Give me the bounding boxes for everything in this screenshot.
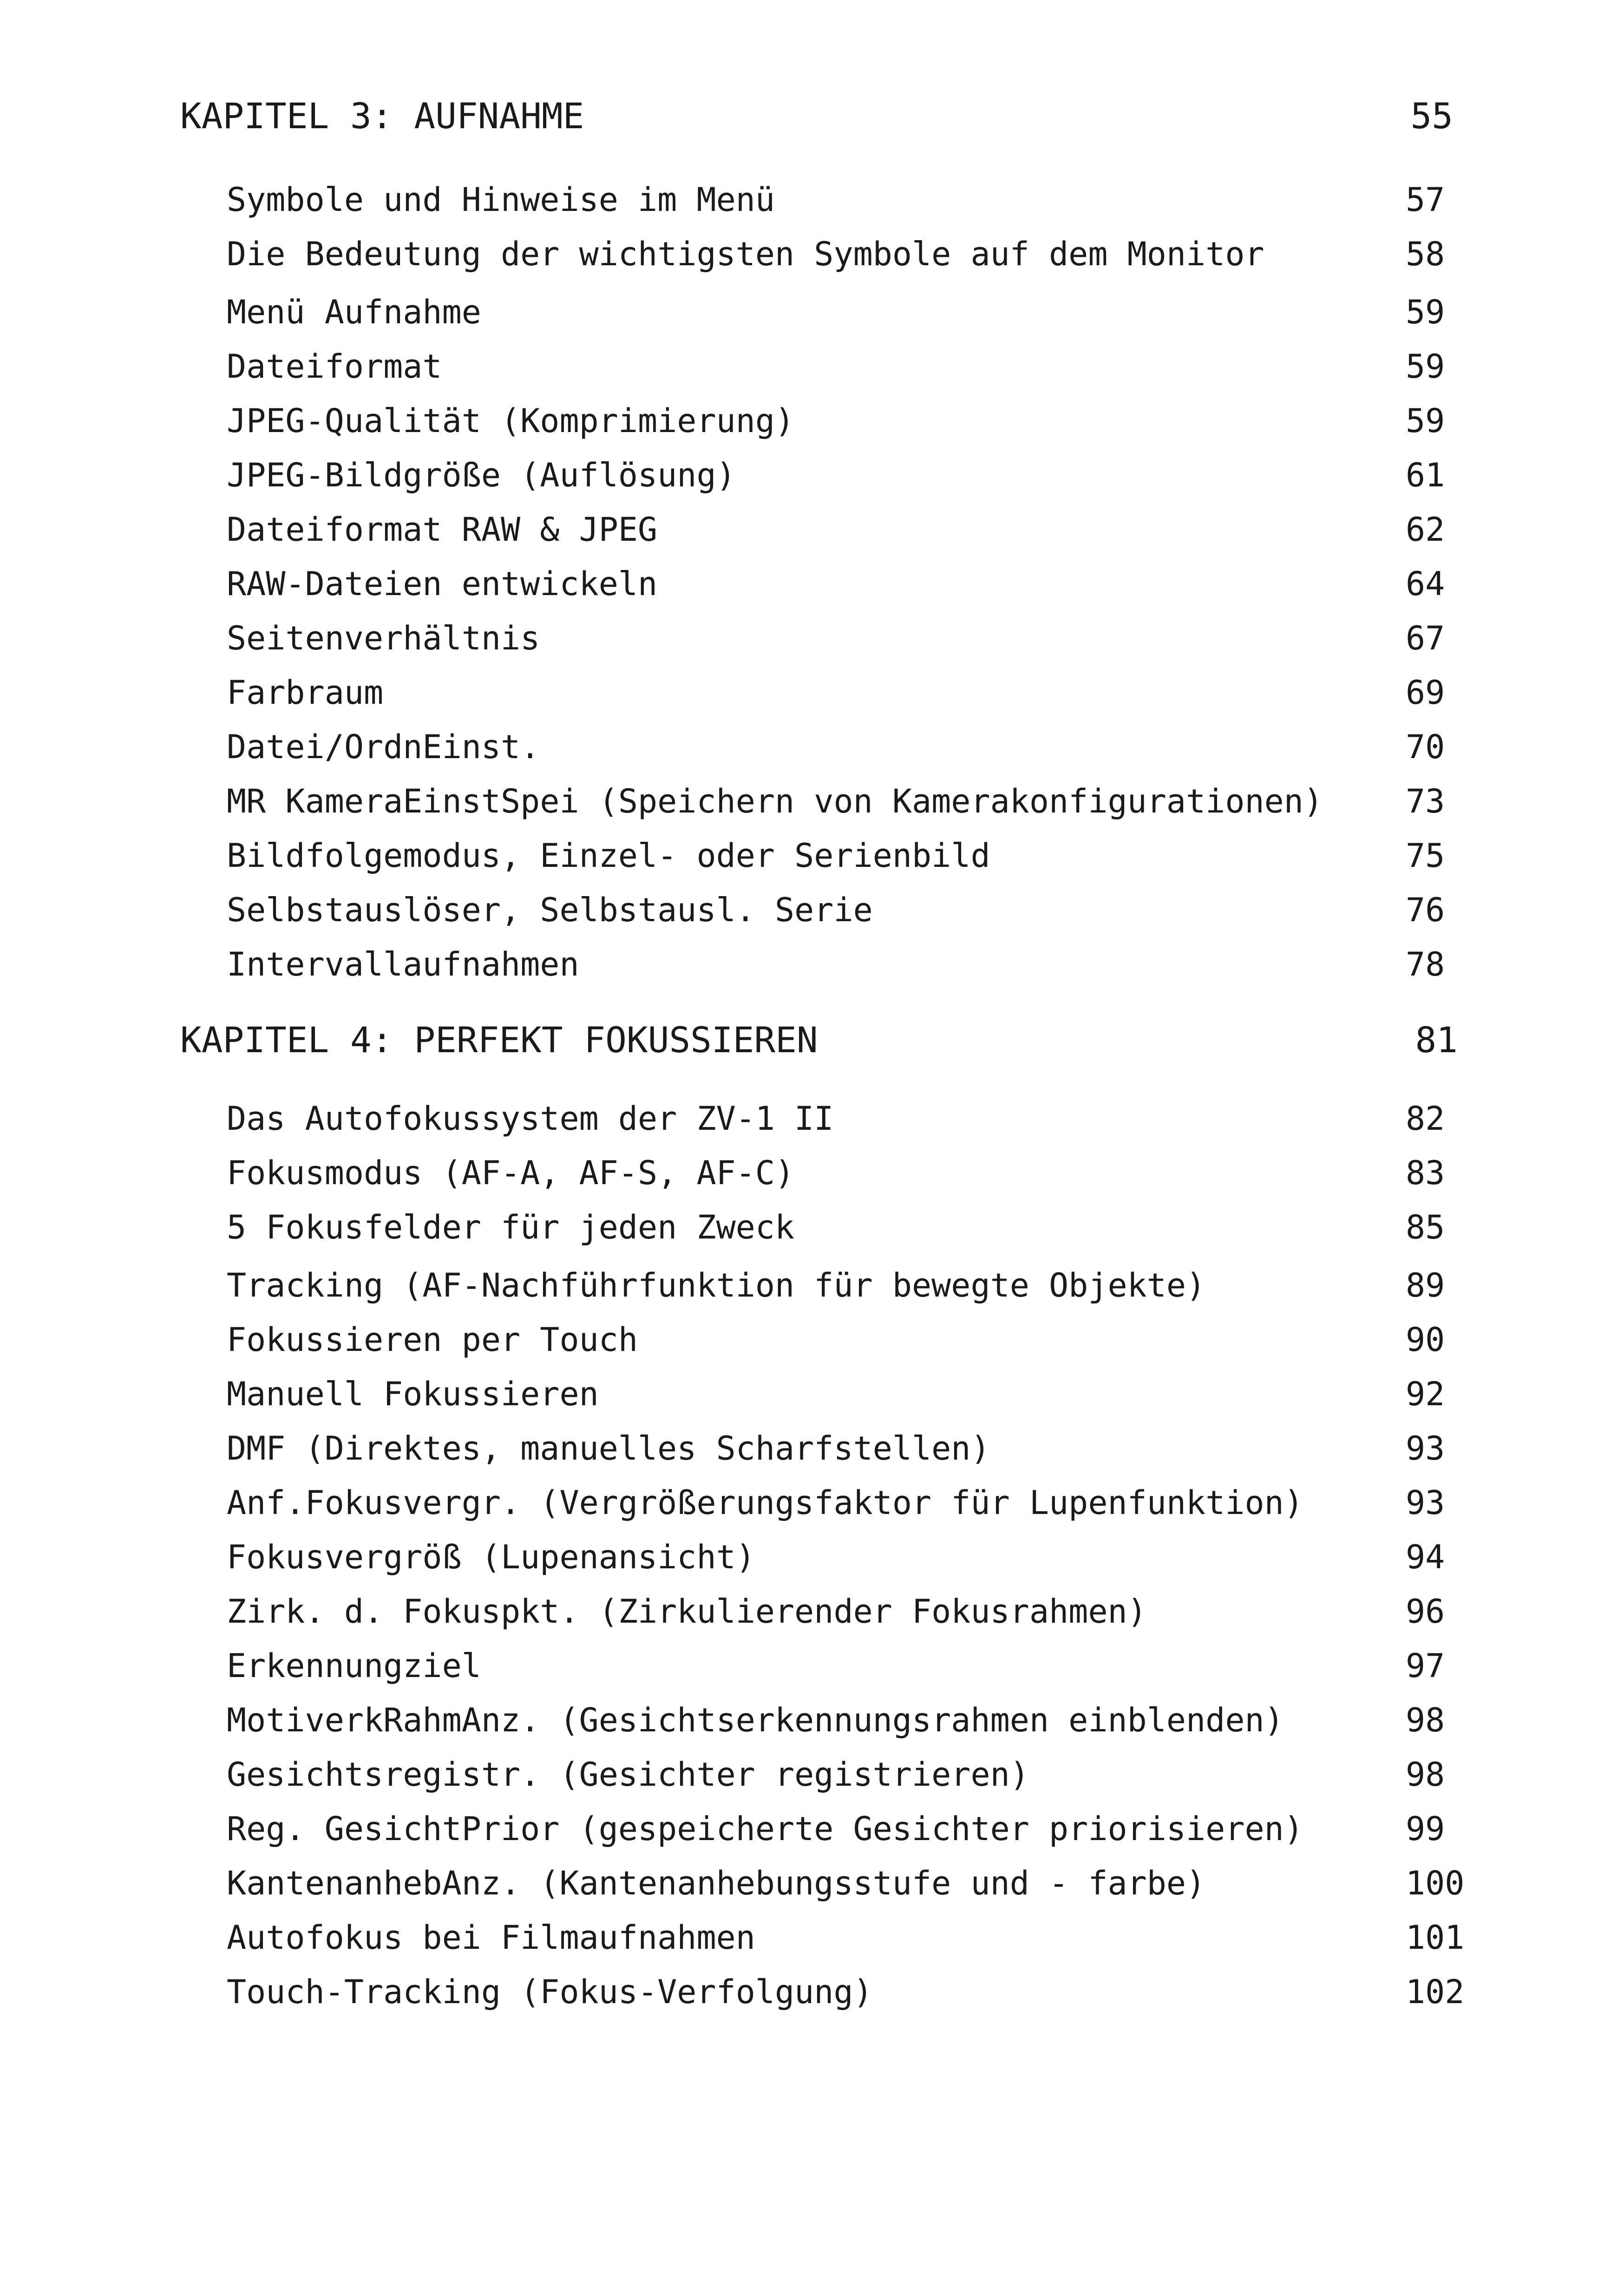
toc-entry (227, 1370, 1462, 1418)
toc-entry (227, 1424, 1462, 1473)
toc-entry-label: JPEG-Qualität (Komprimierung) (227, 402, 795, 440)
toc-entry-page-number: 102 (1406, 1973, 1465, 2011)
toc-entry (227, 723, 1462, 771)
toc-entry (227, 940, 1462, 989)
toc-entry (227, 451, 1462, 499)
toc-entry-label: Fokusmodus (AF-A, AF-S, AF-C) (227, 1154, 795, 1192)
toc-entry-label: Bildfolgemodus, Einzel- oder Serienbild (227, 837, 990, 875)
toc-entry-label: Touch-Tracking (Fokus-Verfolgung) (227, 1973, 873, 2011)
toc-entry-page-number: 70 (1406, 728, 1445, 766)
toc-entry-page-number: 89 (1406, 1266, 1445, 1304)
toc-entry (227, 1750, 1462, 1799)
toc-entry (227, 777, 1462, 825)
toc-entry-page-number: 78 (1406, 945, 1445, 983)
toc-entry-label: Dateiformat (227, 347, 442, 386)
toc-entry-page-number: 90 (1406, 1321, 1445, 1359)
toc-entry-label: DMF (Direktes, manuelles Scharfstellen) (227, 1429, 990, 1468)
toc-entry-label: JPEG-Bildgröße (Auflösung) (227, 456, 736, 494)
toc-entry (227, 1316, 1462, 1364)
toc-entry (227, 230, 1462, 278)
toc-entry-page-number: 99 (1406, 1810, 1445, 1848)
toc-entry (227, 1805, 1462, 1853)
toc-entry-label: Zirk. d. Fokuspkt. (Zirkulierender Fokusrahmen) (227, 1592, 1147, 1631)
toc-entry-page-number: 96 (1406, 1592, 1445, 1631)
toc-entry (227, 1587, 1462, 1636)
toc-entry-label: Reg. GesichtPrior (gespeicherte Gesichter priorisieren) (227, 1810, 1303, 1848)
toc-entry (227, 886, 1462, 934)
chapter-page-number: 55 (1410, 95, 1453, 137)
toc-entry-label: Dateiformat RAW & JPEG (227, 511, 658, 549)
toc-entry-page-number: 69 (1406, 674, 1445, 712)
toc-entry (227, 176, 1462, 224)
toc-entry (227, 1859, 1465, 1907)
toc-entry (227, 1696, 1462, 1744)
toc-entry (227, 1203, 1462, 1251)
toc-entry (227, 1479, 1462, 1527)
toc-entry (227, 1094, 1462, 1143)
toc-entry-page-number: 97 (1406, 1647, 1445, 1685)
toc-entry-page-number: 58 (1406, 235, 1445, 273)
toc-entry-page-number: 92 (1406, 1375, 1445, 1413)
toc-entry-page-number: 75 (1406, 837, 1445, 875)
toc-entry-page-number: 59 (1406, 347, 1445, 386)
toc-entry-label: Fokusvergröß (Lupenansicht) (227, 1538, 755, 1576)
toc-entry (227, 1642, 1462, 1690)
toc-entry-label: Fokussieren per Touch (227, 1321, 638, 1359)
toc-entry-page-number: 64 (1406, 565, 1445, 603)
toc-entry-label: Autofokus bei Filmaufnahmen (227, 1919, 755, 1957)
toc-entry (227, 397, 1462, 445)
toc-entry-page-number: 73 (1406, 782, 1445, 820)
toc-entry-label: Erkennungziel (227, 1647, 481, 1685)
toc-entry-page-number: 59 (1406, 293, 1445, 331)
chapter-heading (180, 91, 1453, 142)
toc-entry-page-number: 93 (1406, 1484, 1445, 1522)
chapter-title: KAPITEL 3: AUFNAHME (180, 95, 584, 137)
toc-entry-label: Die Bedeutung der wichtigsten Symbole auf dem Monitor (227, 235, 1264, 273)
toc-entry-page-number: 100 (1406, 1864, 1465, 1902)
toc-entry-label: Farbraum (227, 674, 384, 712)
toc-entry-label: Datei/OrdnEinst. (227, 728, 540, 766)
toc-entry-label: RAW-Dateien entwickeln (227, 565, 658, 603)
toc-entry-label: MR KameraEinstSpei (Speichern von Kamerakonfigurationen) (227, 782, 1323, 820)
toc-entry-label: Tracking (AF-Nachführfunktion für bewegte Objekte) (227, 1266, 1206, 1304)
toc-entry (227, 1913, 1465, 1962)
toc-entry-page-number: 76 (1406, 891, 1445, 929)
toc-entry (227, 614, 1462, 662)
toc-entry-label: Menü Aufnahme (227, 293, 481, 331)
toc-entry-page-number: 82 (1406, 1100, 1445, 1138)
toc-entry-page-number: 98 (1406, 1701, 1445, 1739)
toc-entry (227, 1533, 1462, 1581)
toc-entry-label: Das Autofokussystem der ZV-1 II (227, 1100, 834, 1138)
toc-entry-label: Intervallaufnahmen (227, 945, 579, 983)
toc-entry (227, 342, 1462, 391)
toc-entry-label: Manuell Fokussieren (227, 1375, 599, 1413)
toc-entry-label: KantenanhebAnz. (Kantenanhebungsstufe und - farbe) (227, 1864, 1206, 1902)
toc-entry-label: Seitenverhältnis (227, 619, 540, 657)
chapter-title: KAPITEL 4: PERFEKT FOKUSSIEREN (180, 1019, 818, 1061)
toc-entry-page-number: 62 (1406, 511, 1445, 549)
toc-entry-label: Gesichtsregistr. (Gesichter registrieren) (227, 1756, 1029, 1794)
toc-entry-page-number: 83 (1406, 1154, 1445, 1192)
toc-entry-label: MotiverkRahmAnz. (Gesichtserkennungsrahmen einblenden) (227, 1701, 1284, 1739)
toc-entry (227, 668, 1462, 717)
toc-entry (227, 560, 1462, 608)
toc-entry-page-number: 67 (1406, 619, 1445, 657)
toc-entry-label: Selbstauslöser, Selbstausl. Serie (227, 891, 873, 929)
toc-entry-page-number: 94 (1406, 1538, 1445, 1576)
toc-entry-page-number: 98 (1406, 1756, 1445, 1794)
toc-entry-label: Anf.Fokusvergr. (Vergrößerungsfaktor für Lupenfunktion) (227, 1484, 1303, 1522)
toc-entry-page-number: 61 (1406, 456, 1445, 494)
chapter-page-number: 81 (1415, 1019, 1458, 1061)
toc-entry-page-number: 85 (1406, 1208, 1445, 1246)
toc-entry-label: Symbole und Hinweise im Menü (227, 181, 775, 219)
chapter-heading (180, 1015, 1458, 1066)
toc-entry (227, 288, 1462, 336)
toc-entry-label: 5 Fokusfelder für jeden Zweck (227, 1208, 795, 1246)
toc-entry (227, 505, 1462, 554)
toc-entry (227, 1149, 1462, 1197)
toc-entry-page-number: 93 (1406, 1429, 1445, 1468)
toc-entry (227, 1968, 1465, 2016)
toc-entry-page-number: 57 (1406, 181, 1445, 219)
toc-entry (227, 832, 1462, 880)
toc-entry-page-number: 59 (1406, 402, 1445, 440)
toc-entry (227, 1261, 1462, 1310)
toc-entry-page-number: 101 (1406, 1919, 1465, 1957)
